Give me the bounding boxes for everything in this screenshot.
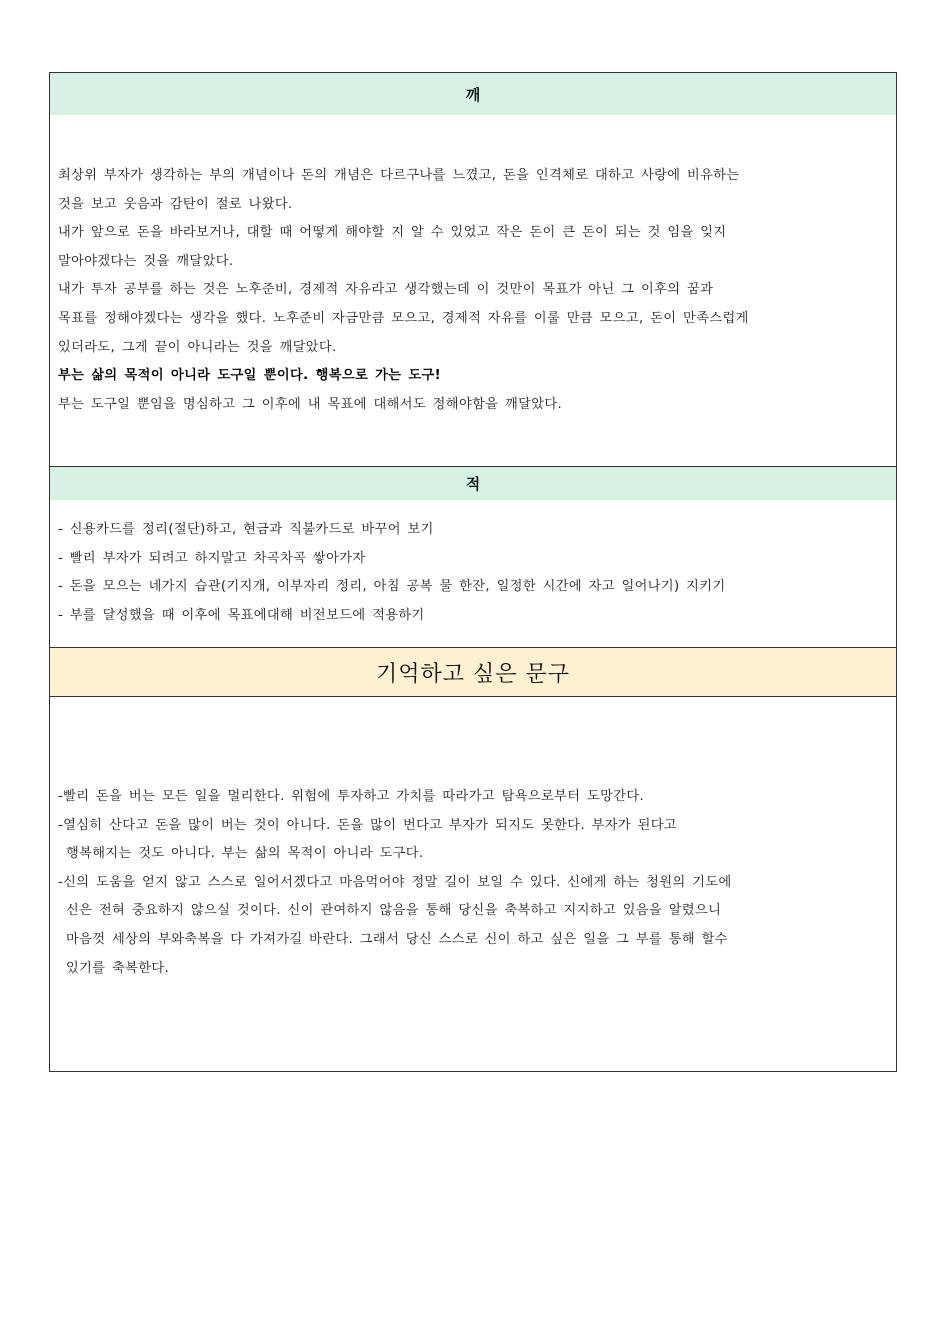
action-item: - 돈을 모으는 네가지 습관(기지개, 이부자리 정리, 아침 공복 물 한잔, 일정한 시간에 자고 일어나기) 지키기	[58, 579, 726, 595]
action-item: - 부를 달성했을 때 이후에 목표에대해 비전보드에 적용하기	[58, 607, 425, 623]
section-title-kkae: 깨	[465, 85, 481, 104]
kkae-line: 말아야겠다는 것을 깨달았다.	[58, 253, 234, 269]
action-item: - 빨리 부자가 되려고 하지말고 차곡차곡 쌓아가자	[58, 550, 366, 566]
section-body-jeok	[50, 500, 896, 647]
quote-line: -열심히 산다고 돈을 많이 버는 것이 아니다. 돈을 많이 번다고 부자가 되지도 못한다. 부자가 된다고	[58, 817, 678, 833]
kkae-line: 내가 투자 공부를 하는 것은 노후준비, 경제적 자유라고 생각했는데 이 것만이 목표가 아닌 그 이후의 꿈과	[58, 282, 714, 298]
kkae-line: 내가 앞으로 돈을 바라보거나, 대할 때 어떻게 해야할 지 알 수 있었고 작은 돈이 큰 돈이 되는 것 임을 잊지	[58, 225, 727, 241]
kkae-key-sentence: 부는 삶의 목적이 아니라 도구일 뿐이다. 행복으로 가는 도구!	[58, 368, 442, 384]
quote-line: -신의 도움을 얻지 않고 스스로 일어서겠다고 마음먹어야 정말 길이 보일 수 있다. 신에게 하는 청원의 기도에	[58, 874, 732, 890]
kkae-line: 최상위 부자가 생각하는 부의 개념이나 돈의 개념은 다르구나를 느꼈고, 돈을 인격체로 대하고 사랑에 비유하는	[58, 168, 740, 183]
kkae-line: 있더라도, 그게 끝이 아니라는 것을 깨달았다.	[58, 339, 337, 355]
kkae-line: 부는 도구일 뿐임을 명심하고 그 이후에 내 목표에 대해서도 정해야함을 깨달았다.	[58, 396, 563, 412]
action-item: - 신용카드를 정리(절단)하고, 현금과 직불카드로 바꾸어 보기	[58, 522, 434, 537]
section-body-quotes	[50, 697, 896, 1071]
section-title-quotes: 기억하고 싶은 문구	[375, 661, 570, 687]
reading-note-table	[49, 72, 897, 1072]
quote-line: 행복해지는 것도 아니다. 부는 삶의 목적이 아니라 도구다.	[66, 846, 424, 862]
section-title-jeok: 적	[465, 475, 481, 493]
quote-line: 마음껏 세상의 부와축복을 다 가져가길 바란다. 그래서 당신 스스로 신이 하고 싶은 일을 그 부를 통해 할수	[66, 931, 728, 947]
kkae-line: 목표를 정해야겠다는 생각을 했다. 노후준비 자금만큼 모으고, 경제적 자유를 이룰 만큼 모으고, 돈이 만족스럽게	[58, 310, 749, 326]
quote-line: 있기를 축복한다.	[66, 960, 170, 976]
kkae-line: 것을 보고 웃음과 감탄이 절로 나왔다.	[58, 196, 293, 212]
quote-line: -빨리 돈을 버는 모든 일을 멀리한다. 위험에 투자하고 가치를 따라가고 탐욕으로부터 도망간다.	[58, 789, 645, 804]
section-header-kkae	[50, 73, 896, 115]
section-header-quotes	[50, 647, 896, 697]
section-body-kkae	[50, 115, 896, 466]
quote-line: 신은 전혀 중요하지 않으실 것이다. 신이 관여하지 않음을 통해 당신을 축복하고 지지하고 있음을 알렸으니	[66, 903, 722, 919]
section-header-jeok	[50, 466, 896, 500]
